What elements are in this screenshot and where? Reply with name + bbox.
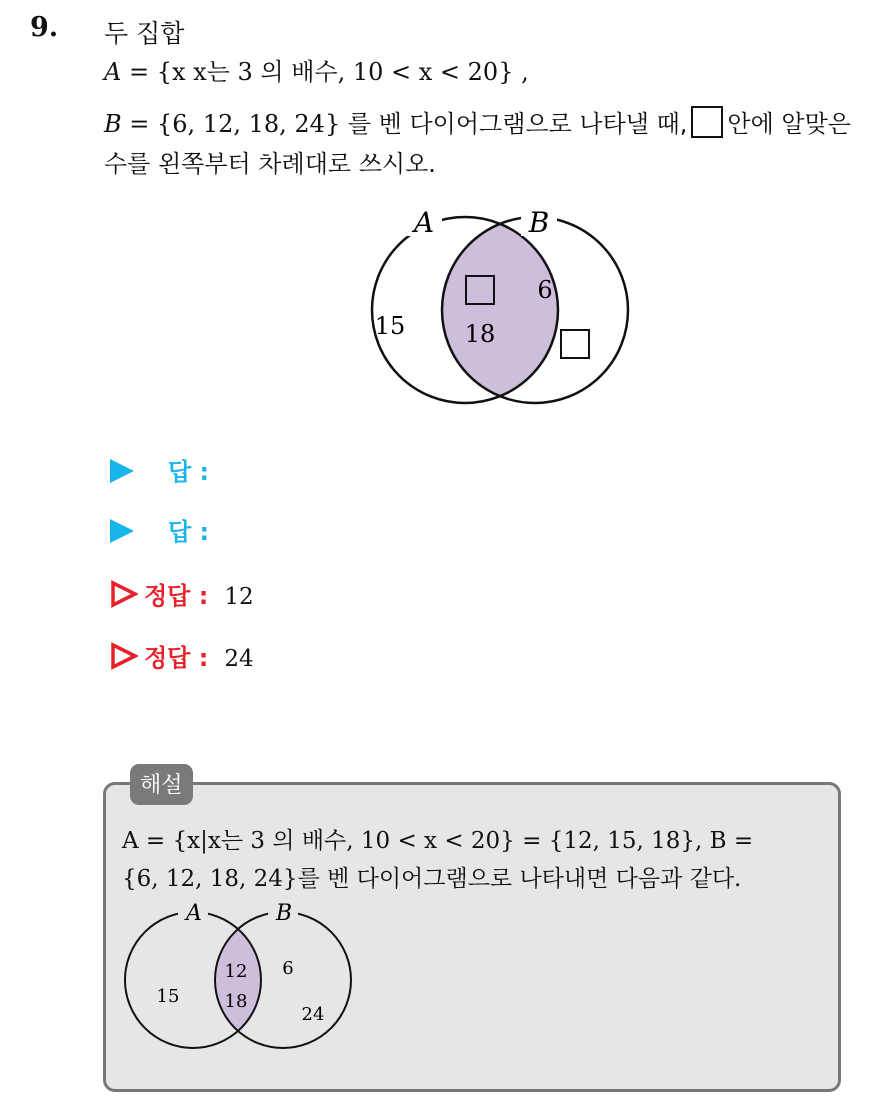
set-b-line	[104, 104, 851, 139]
outline-triangle-icon	[110, 642, 138, 670]
question-line3: 수를 왼쪽부터 차례대로 쓰시오.	[104, 150, 436, 178]
question-title: 두 집합	[104, 19, 185, 48]
value-intersection: 18	[464, 320, 496, 348]
answer-label-1: 답 :	[168, 458, 210, 486]
explanation-value-intersection-top: 12	[224, 961, 248, 982]
explanation-tag: 해설	[130, 764, 193, 805]
label-b: B	[528, 206, 550, 239]
correct-row-2	[110, 638, 254, 673]
play-triangle-icon	[110, 519, 134, 543]
correct-row-1	[110, 576, 254, 611]
explanation-label-b: B	[275, 901, 293, 926]
value-only-a: 15	[374, 312, 406, 340]
correct-value-1: 12	[224, 584, 254, 610]
set-b-definition: = {6, 12, 18, 24}	[129, 110, 341, 138]
answer-label-2: 답 :	[168, 518, 210, 546]
answer-row-1	[110, 452, 209, 487]
set-a-label: A	[104, 58, 122, 86]
blank-box-icon	[691, 106, 723, 138]
set-a-line	[104, 52, 529, 87]
explanation-value-only-b-top: 6	[282, 958, 294, 979]
play-triangle-icon	[110, 459, 134, 483]
set-b-label: B	[104, 110, 122, 138]
explanation-line-1: A = {x|x는 3 의 배수, 10 < x < 20} = {12, 15, 18}, B =	[122, 828, 754, 854]
correct-label-2: 정답 :	[144, 644, 209, 672]
explanation-value-only-a: 15	[156, 986, 180, 1007]
explanation-line-2: {6, 12, 18, 24}를 벤 다이어그램으로 나타내면 다음과 같다.	[122, 866, 742, 892]
label-a: A	[413, 206, 435, 239]
value-only-b: 6	[537, 276, 553, 304]
outline-triangle-icon	[110, 580, 138, 608]
set-a-definition: = {x x는 3 의 배수, 10 < x < 20} ,	[128, 58, 529, 86]
question-line2-tail: 안에 알맞은	[727, 110, 851, 138]
answer-row-2	[110, 512, 209, 547]
correct-value-2: 24	[224, 646, 254, 672]
explanation-label-a: A	[186, 901, 202, 926]
question-line2-text: 를 벤 다이어그램으로 나타낼 때,	[347, 110, 688, 138]
explanation-value-only-b-bottom: 24	[301, 1004, 325, 1025]
blank-only-b-box	[561, 330, 589, 358]
venn-diagram-explanation	[118, 898, 368, 1058]
explanation-value-intersection-bottom: 18	[224, 991, 248, 1012]
venn-diagram-question	[320, 200, 640, 410]
question-number: 9.	[30, 12, 59, 43]
correct-label-1: 정답 :	[144, 582, 209, 610]
